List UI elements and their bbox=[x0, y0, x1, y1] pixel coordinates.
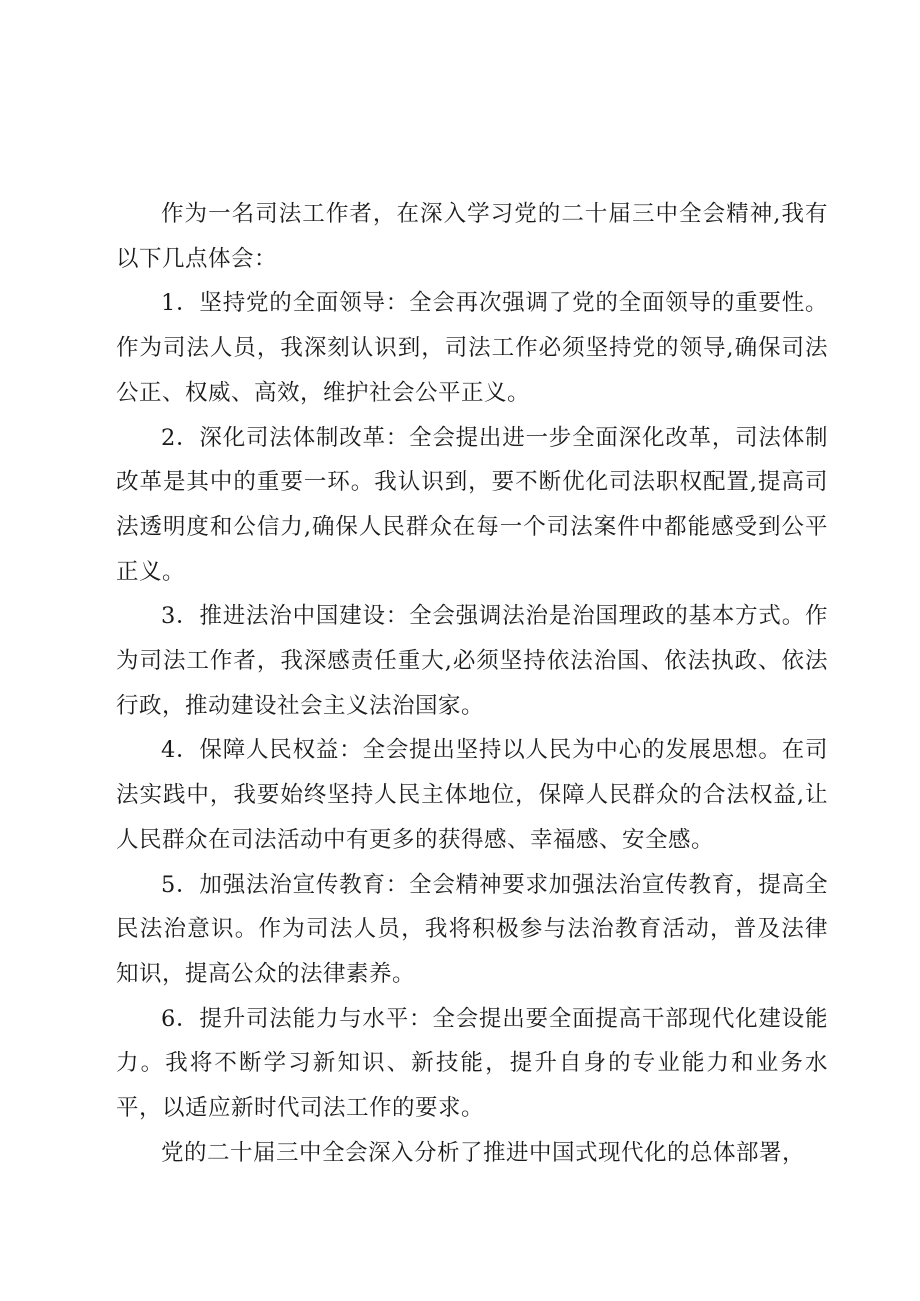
paragraph-point-1: 1．坚持党的全面领导：全会再次强调了党的全面领导的重要性。作为司法人员，我深刻认识到，司法工作必须坚持党的领导,确保司法公正、权威、高效，维护社会公平正义。 bbox=[116, 290, 828, 406]
paragraph-point-2: 2．深化司法体制改革：全会提出进一步全面深化改革，司法体制改革是其中的重要一环。我认识到，要不断优化司法职权配置,提高司法透明度和公信力,确保人民群众在每一个司法案件中都能感受到公平正义。 bbox=[116, 424, 828, 585]
paragraph-point-5: 5．加强法治宣传教育：全会精神要求加强法治宣传教育，提高全民法治意识。作为司法人员，我将积极参与法治教育活动，普及法律知识，提高公众的法律素养。 bbox=[116, 871, 828, 987]
paragraph-point-4: 4．保障人民权益：全会提出坚持以人民为中心的发展思想。在司法实践中，我要始终坚持人民主体地位，保障人民群众的合法权益,让人民群众在司法活动中有更多的获得感、幸福感、安全感。 bbox=[116, 737, 828, 853]
paragraph-point-6: 6．提升司法能力与水平：全会提出要全面提高干部现代化建设能力。我将不断学习新知识、新技能，提升自身的专业能力和业务水平，以适应新时代司法工作的要求。 bbox=[116, 1005, 828, 1122]
document-body bbox=[116, 192, 828, 1175]
paragraph-point-3: 3．推进法治中国建设：全会强调法治是治国理政的基本方式。作为司法工作者，我深感责任重大,必须坚持依法治国、依法执政、依法行政，推动建设社会主义法治国家。 bbox=[116, 603, 828, 719]
paragraph-intro: 作为一名司法工作者，在深入学习党的二十届三中全会精神,我有以下几点体会： bbox=[116, 201, 828, 272]
paragraph-closing: 党的二十届三中全会深入分析了推进中国式现代化的总体部署， bbox=[161, 1139, 806, 1166]
